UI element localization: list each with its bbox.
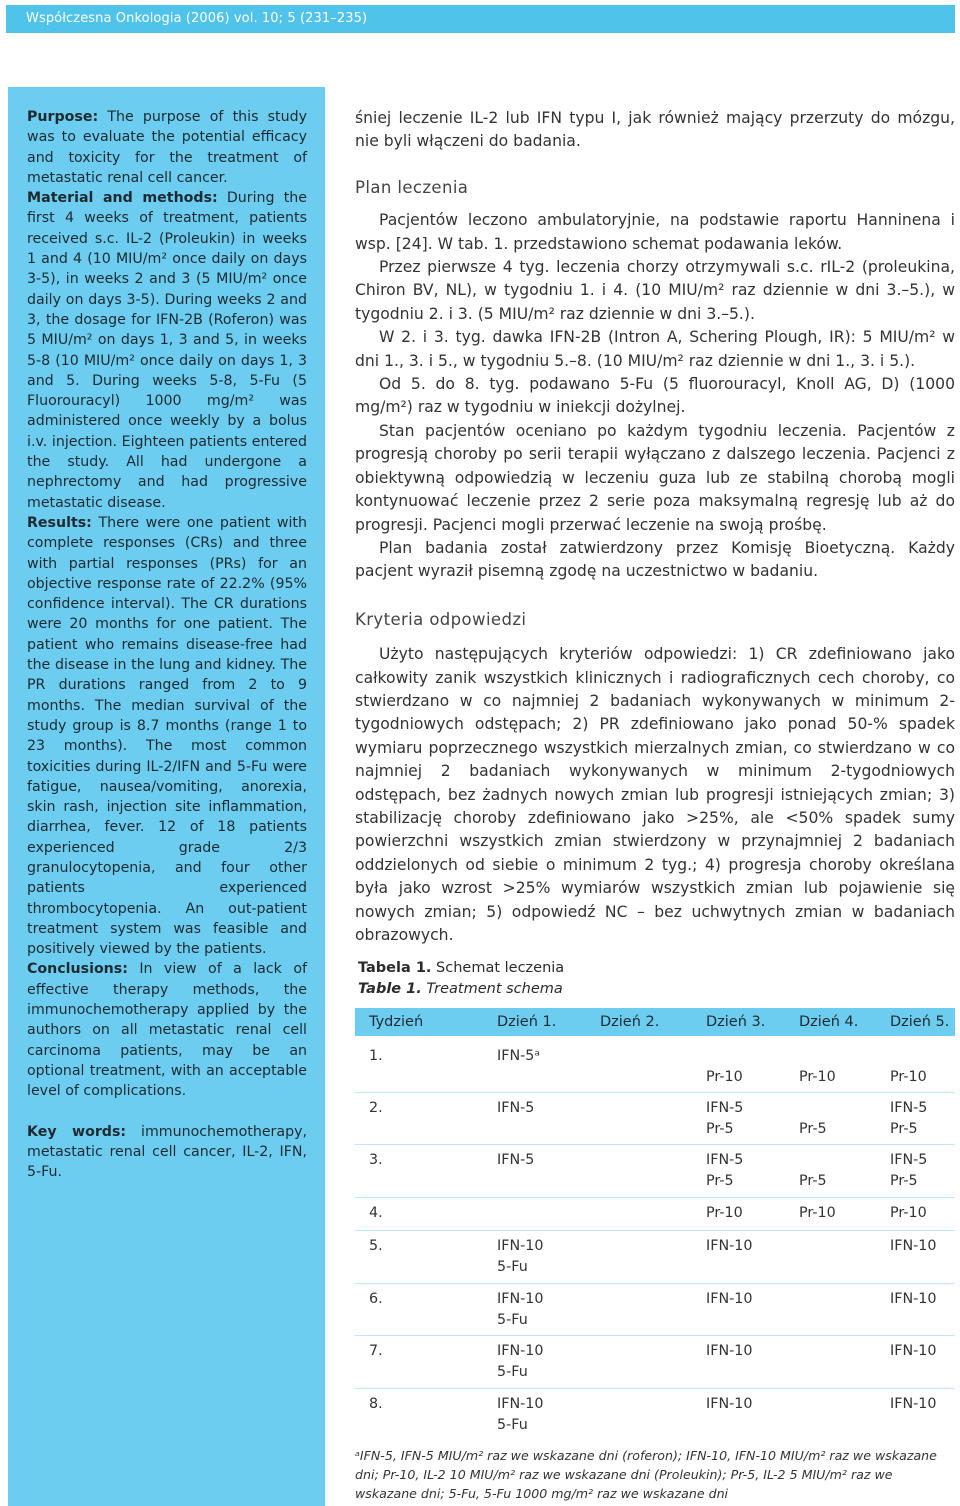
table-cell-week: 1.: [369, 1048, 383, 1064]
table-cell-d5: IFN-10: [890, 1396, 937, 1412]
row-separator: [355, 1335, 955, 1336]
abstract-purpose: [27, 107, 307, 188]
table-cell-week: 4.: [369, 1205, 383, 1221]
abstract-text: [27, 107, 307, 1182]
table-cell-d1: IFN-5ᵃ: [497, 1048, 540, 1064]
table-cell-d5: Pr-5: [890, 1173, 918, 1189]
table-cell-d3: Pr-10: [706, 1205, 743, 1221]
header-week: Tydzień: [369, 1014, 424, 1030]
table-cell-d4: Pr-5: [799, 1121, 827, 1137]
table-caption: [358, 958, 564, 1000]
table-cell-week: 5.: [369, 1238, 383, 1254]
intro-continuation: śniej leczenie IL-2 lub IFN typu I, jak również mający przerzuty do mózgu, nie byli włączeni do badania.: [355, 109, 955, 151]
table-cell-d3: IFN-10: [706, 1396, 753, 1412]
keywords-text: immunochemotherapy, metastatic renal cell cancer, IL-2, IFN, 5-Fu.: [27, 1123, 307, 1181]
table-cell-d3: Pr-10: [706, 1069, 743, 1085]
table-cell-d5: IFN-10: [890, 1343, 937, 1359]
table-cell-d5: IFN-10: [890, 1238, 937, 1254]
table-cell-d3: IFN-10: [706, 1238, 753, 1254]
purpose-label: Purpose:: [27, 109, 99, 125]
plan-paragraph-3: W 2. i 3. tyg. dawka IFN-2B (Intron A, Schering Plough, IR): 5 MIU/m² w dni 1., 3. i 5., w tygodniu 5.–8. (10 MIU/m² raz dziennie w dni 1., 3. i 5.).: [355, 328, 955, 370]
section-title-plan: Plan leczenia: [355, 177, 469, 197]
table-footnote: ᵃIFN-5, IFN-5 MIU/m² raz we wskazane dni (roferon); IFN-10, IFN-10 MIU/m² raz we wskazane dni; Pr-10, IL-2 10 MIU/m² raz we wskazane dni (Proleukin); Pr-5, IL-2 5 MIU/m² raz we wskazane dni; 5-Fu, 5-Fu 1000 mg/m² raz we wskazane dni: [355, 1448, 937, 1501]
header-day-3: Dzień 3.: [706, 1014, 766, 1030]
journal-header-bar: [6, 5, 955, 33]
plan-paragraph-6: Plan badania został zatwierdzony przez Komisję Bioetyczną. Każdy pacjent wyraził pisemną zgodę na uczestnictwo w badaniu.: [355, 538, 955, 581]
table-cell-d4: Pr-5: [799, 1173, 827, 1189]
results-label: Results:: [27, 514, 92, 531]
header-day-4: Dzień 4.: [799, 1014, 859, 1030]
table-cell-d5: IFN-5: [890, 1152, 928, 1168]
table-cell-week: 2.: [369, 1100, 383, 1116]
caption-pl-text: Schemat leczenia: [431, 960, 565, 976]
abstract-panel: [8, 87, 325, 1506]
table-cell-d3: Pr-5: [706, 1173, 734, 1189]
table-caption-pl: [358, 958, 564, 979]
table-cell-d3: Pr-5: [706, 1121, 734, 1137]
header-day-2: Dzień 2.: [600, 1014, 660, 1030]
header-day-1: Dzień 1.: [497, 1014, 557, 1030]
table-cell-week: 8.: [369, 1396, 383, 1412]
abstract-keywords: [27, 1122, 307, 1183]
caption-en-text: Treatment schema: [421, 981, 563, 997]
table-cell-d3: IFN-5: [706, 1152, 744, 1168]
abstract-methods: [27, 188, 307, 513]
table-cell-d5: IFN-10: [890, 1291, 937, 1307]
table-cell-d1: IFN-5: [497, 1100, 535, 1116]
table-caption-en: [358, 979, 564, 1000]
table-cell-d1: IFN-10: [497, 1343, 544, 1359]
table-header-row: [355, 1008, 955, 1036]
header-day-5: Dzień 5.: [890, 1014, 950, 1030]
conclusions-label: Conclusions:: [27, 961, 128, 978]
table-cell-d5: Pr-5: [890, 1121, 918, 1137]
abstract-results: [27, 513, 307, 960]
treatment-table: [355, 1008, 955, 1433]
row-separator: [355, 1092, 955, 1093]
purpose-text: The purpose of this study was to evaluate the potential efficacy and toxicity for the treatment of metastatic renal cell cancer.: [27, 109, 307, 186]
journal-citation: Współczesna Onkologia (2006) vol. 10; 5 (231–235): [26, 11, 368, 26]
table-cell-d3: IFN-5: [706, 1100, 744, 1116]
table-cell-d1: 5-Fu: [497, 1417, 528, 1433]
table-cell-d1: IFN-10: [497, 1396, 544, 1412]
caption-en-label: Table 1.: [358, 981, 422, 997]
plan-paragraph-5: Stan pacjentów oceniano po każdym tygodniu leczenia. Pacjentów z progresją choroby po serii terapii wyłączano z dalszego leczenia. Pacjenci z obiektywną odpowiedzią w leczeniu guza lub ze stabilną chorobą mogli kontynuować leczenie przez 2 serie poza maksymalną regresję lub aż do progresji. Pacjenci mogli przerwać leczenie na swoją prośbę.: [355, 421, 955, 534]
table-cell-week: 3.: [369, 1152, 383, 1168]
row-separator: [355, 1283, 955, 1284]
table-cell-week: 7.: [369, 1343, 383, 1359]
section-title-criteria: Kryteria odpowiedzi: [355, 609, 527, 629]
table-cell-d1: IFN-10: [497, 1238, 544, 1254]
table-cell-d1: IFN-5: [497, 1152, 535, 1168]
table-cell-week: 6.: [369, 1291, 383, 1307]
row-separator: [355, 1197, 955, 1198]
table-cell-d1: 5-Fu: [497, 1312, 528, 1328]
table-cell-d1: 5-Fu: [497, 1259, 528, 1275]
keywords-label: Key words:: [27, 1123, 127, 1140]
conclusions-text: In view of a lack of effective therapy methods, the immunochemotherapy applied by the authors on all metastatic renal cell carcinoma patients, may be an optional treatment, with an acceptable level of complications.: [27, 961, 307, 1100]
results-text: There were one patient with complete responses (CRs) and three with partial responses (PRs) for an objective response rate of 22.2% (95% confidence interval). The CR durations were 20 months for one patient. The patient who remains disease-free had the disease in the lung and kidney. The PR durations ranged from 2 to 9 months. The median survival of the study group is 8.7 months (range 1 to 23 months). The most common toxicities during IL-2/IFN and 5-Fu were fatigue, nausea/vomiting, anorexia, skin rash, injection site inflammation, diarrhea, fever. 12 of 18 patients experienced grade 2/3 granulocytopenia, and four other patients experienced thrombocytopenia. An out-patient treatment system was feasible and positively viewed by the patients.: [27, 514, 307, 958]
table-cell-d5: Pr-10: [890, 1205, 927, 1221]
table-cell-d3: IFN-10: [706, 1291, 753, 1307]
methods-text: During the first 4 weeks of treatment, patients received s.c. IL-2 (Proleukin) in weeks 1 and 4 (10 MIU/m² once daily on days 3-5), in weeks 2 and 3 (5 MIU/m² once daily on days 3-5). During weeks 2 and 3, the dosage for IFN-2B (Roferon) was 5 MIU/m² on days 1, 3 and 5, in weeks 5-8 (10 MIU/m² once daily on days 1, 3 and 5. During weeks 5-8, 5-Fu (5 Fluorouracyl) 1000 mg/m² was administered once weekly by a bolus i.v. injection. Eighteen patients entered the study. All had undergone a nephrectomy and had progressive metastatic disease.: [27, 190, 307, 511]
table-cell-d5: IFN-5: [890, 1100, 928, 1116]
caption-pl-label: Tabela 1.: [358, 960, 432, 976]
plan-paragraph-4: Od 5. do 8. tyg. podawano 5-Fu (5 fluorouracyl, Knoll AG, D) (1000 mg/m²) raz w tygodniu w iniekcji dożylnej.: [355, 375, 955, 417]
table-cell-d3: IFN-10: [706, 1343, 753, 1359]
table-cell-d4: Pr-10: [799, 1205, 836, 1221]
plan-paragraph-1: Pacjentów leczono ambulatoryjnie, na podstawie raportu Hanninena i wsp. [24]. W tab. 1. przedstawiono schemat podawania leków.: [355, 211, 955, 253]
abstract-conclusions: [27, 959, 307, 1101]
row-separator: [355, 1388, 955, 1389]
main-column: [355, 107, 955, 947]
criteria-paragraph: Użyto następujących kryteriów odpowiedzi: 1) CR zdefiniowano jako całkowity zanik wszystkich klinicznych i radiograficznych cech choroby, co stwierdzano w co najmniej 2 badaniach wykonywanych w minimum 2-tygodniowych odstępach; 2) PR zdefiniowano jako ponad 50-% spadek wymiaru poprzecznego wszystkich mierzalnych zmian, co stwierdzano w co najmniej 2 badaniach wykonywanych w minimum 2-tygodniowych odstępach, bez żadnych nowych zmian lub progresji istniejących zmian; 3) stabilizację choroby zdefiniowano jako >25%, ale <50% spadek sumy powierzchni wszystkich zmian stwierdzony w przynajmniej 2 badaniach oddzielonych od siebie o minimum 2 tyg.; 4) progresja choroby określana była jako wzrost >25% wymiarów wszystkich zmian lub pojawienie się nowych zmian; 5) odpowiedź NC – bez uchwytnych zmian w badaniach obrazowych.: [355, 645, 955, 944]
plan-paragraph-2: Przez pierwsze 4 tyg. leczenia chorzy otrzymywali s.c. rIL-2 (proleukina, Chiron BV, NL), w tygodniu 1. i 4. (10 MIU/m² raz dziennie w dni 3.–5.), w tygodniu 2. i 3. (5 MIU/m² raz dziennie w dni 3.–5.).: [355, 258, 955, 323]
row-separator: [355, 1144, 955, 1145]
row-separator: [355, 1230, 955, 1231]
table-cell-d4: Pr-10: [799, 1069, 836, 1085]
table-cell-d5: Pr-10: [890, 1069, 927, 1085]
table-cell-d1: IFN-10: [497, 1291, 544, 1307]
table-cell-d1: 5-Fu: [497, 1364, 528, 1380]
methods-label: Material and methods:: [27, 190, 218, 207]
